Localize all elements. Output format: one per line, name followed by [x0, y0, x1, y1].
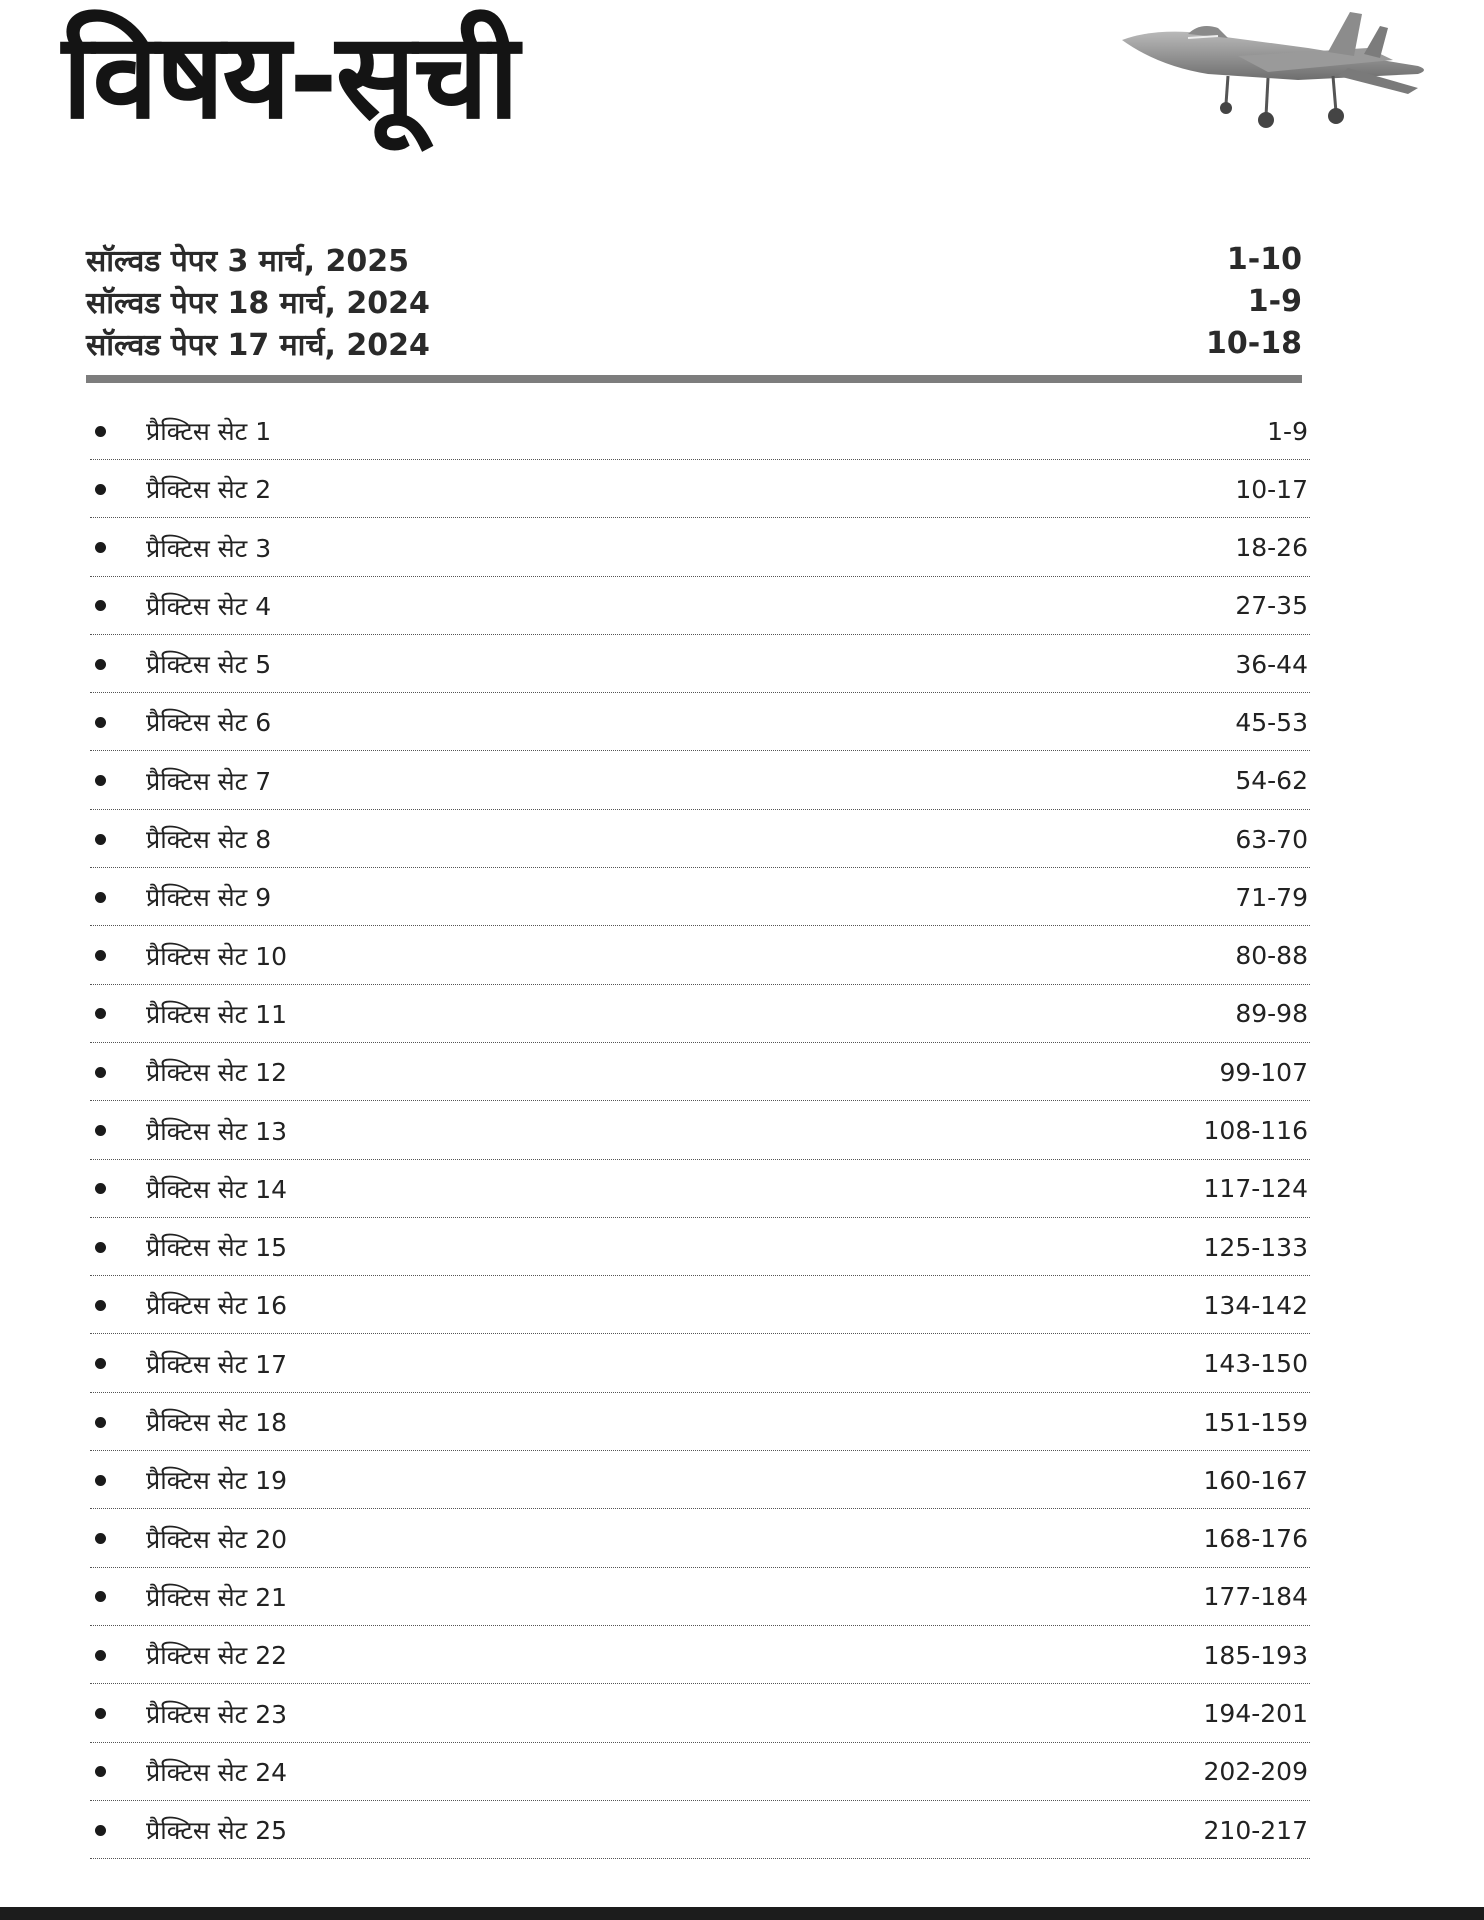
bullet-icon	[95, 1825, 106, 1836]
bullet-icon	[95, 1358, 106, 1369]
bullet-icon	[95, 1242, 106, 1253]
practice-set-label: प्रैक्टिस सेट 18	[146, 1408, 288, 1438]
practice-set-row	[90, 869, 1310, 926]
practice-set-pages: 143-150	[1203, 1349, 1308, 1379]
bullet-icon	[95, 1533, 106, 1544]
practice-set-pages: 45-53	[1235, 707, 1308, 737]
bullet-icon	[95, 717, 106, 728]
practice-set-pages: 1-9	[1267, 416, 1308, 446]
practice-set-label: प्रैक्टिस सेट 7	[146, 766, 272, 796]
bullet-icon	[95, 1417, 106, 1428]
practice-set-row	[90, 928, 1310, 985]
footer-bar	[0, 1907, 1484, 1920]
practice-set-row	[90, 520, 1310, 577]
bullet-icon	[95, 426, 106, 437]
bullet-icon	[95, 600, 106, 611]
page-title: विषय-सूची	[62, 7, 518, 145]
practice-set-label: प्रैक्टिस सेट 23	[146, 1699, 288, 1729]
practice-set-pages: 80-88	[1235, 941, 1308, 971]
practice-set-row	[90, 1219, 1310, 1276]
practice-sets-list	[90, 403, 1310, 1860]
practice-set-row	[90, 461, 1310, 518]
practice-set-row	[90, 1744, 1310, 1801]
practice-set-row	[90, 578, 1310, 635]
practice-set-pages: 108-116	[1203, 1116, 1308, 1146]
practice-set-row	[90, 1161, 1310, 1218]
solved-paper-label: सॉल्वड पेपर 17 मार्च, 2024	[86, 327, 430, 363]
practice-set-pages: 185-193	[1203, 1640, 1308, 1670]
practice-set-label: प्रैक्टिस सेट 3	[146, 533, 272, 563]
practice-set-label: प्रैक्टिस सेट 5	[146, 650, 272, 680]
practice-set-pages: 117-124	[1203, 1174, 1308, 1204]
practice-set-row	[90, 694, 1310, 751]
bullet-icon	[95, 1008, 106, 1019]
practice-set-label: प्रैक्टिस सेट 8	[146, 825, 272, 855]
section-divider	[86, 375, 1302, 383]
practice-set-row	[90, 1277, 1310, 1334]
practice-set-label: प्रैक्टिस सेट 24	[146, 1757, 288, 1787]
practice-set-label: प्रैक्टिस सेट 25	[146, 1816, 288, 1846]
bullet-icon	[95, 1300, 106, 1311]
bullet-icon	[95, 775, 106, 786]
solved-paper-label: सॉल्वड पेपर 3 मार्च, 2025	[86, 243, 409, 279]
bullet-icon	[95, 1708, 106, 1719]
practice-set-row	[90, 1336, 1310, 1393]
practice-set-row	[90, 1802, 1310, 1859]
practice-set-pages: 125-133	[1203, 1232, 1308, 1262]
practice-set-pages: 71-79	[1235, 882, 1308, 912]
solved-paper-pages: 10-18	[1206, 325, 1302, 361]
practice-set-label: प्रैक्टिस सेट 10	[146, 941, 288, 971]
bullet-icon	[95, 484, 106, 495]
practice-set-label: प्रैक्टिस सेट 22	[146, 1641, 288, 1671]
bullet-icon	[95, 892, 106, 903]
bullet-icon	[95, 950, 106, 961]
practice-set-row	[90, 811, 1310, 868]
practice-set-label: प्रैक्टिस सेट 17	[146, 1349, 288, 1379]
practice-set-label: प्रैक्टिस सेट 12	[146, 1058, 288, 1088]
bullet-icon	[95, 834, 106, 845]
solved-paper-row	[86, 238, 1302, 280]
practice-set-row	[90, 1627, 1310, 1684]
practice-set-pages: 168-176	[1203, 1524, 1308, 1554]
practice-set-pages: 54-62	[1235, 766, 1308, 796]
solved-papers-list	[86, 238, 1302, 364]
practice-set-row	[90, 403, 1310, 460]
bullet-icon	[95, 1475, 106, 1486]
practice-set-pages: 36-44	[1235, 649, 1308, 679]
practice-set-label: प्रैक्टिस सेट 15	[146, 1233, 288, 1263]
practice-set-label: प्रैक्टिस सेट 4	[146, 591, 272, 621]
bullet-icon	[95, 542, 106, 553]
practice-set-pages: 27-35	[1235, 591, 1308, 621]
practice-set-pages: 177-184	[1203, 1582, 1308, 1612]
practice-set-pages: 89-98	[1235, 999, 1308, 1029]
bullet-icon	[95, 1183, 106, 1194]
practice-set-pages: 202-209	[1203, 1757, 1308, 1787]
practice-set-pages: 160-167	[1203, 1465, 1308, 1495]
practice-set-pages: 151-159	[1203, 1407, 1308, 1437]
practice-set-row	[90, 986, 1310, 1043]
bullet-icon	[95, 1067, 106, 1078]
practice-set-row	[90, 1569, 1310, 1626]
practice-set-pages: 99-107	[1219, 1057, 1308, 1087]
practice-set-row	[90, 1511, 1310, 1568]
bullet-icon	[95, 659, 106, 670]
practice-set-pages: 10-17	[1235, 474, 1308, 504]
practice-set-label: प्रैक्टिस सेट 6	[146, 708, 272, 738]
practice-set-row	[90, 1044, 1310, 1101]
bullet-icon	[95, 1125, 106, 1136]
fighter-jet-icon	[1118, 8, 1438, 138]
bullet-icon	[95, 1650, 106, 1661]
practice-set-row	[90, 1686, 1310, 1743]
practice-set-pages: 194-201	[1203, 1699, 1308, 1729]
practice-set-pages: 134-142	[1203, 1290, 1308, 1320]
practice-set-label: प्रैक्टिस सेट 1	[146, 417, 272, 446]
practice-set-label: प्रैक्टिस सेट 16	[146, 1291, 288, 1321]
bullet-icon	[95, 1591, 106, 1602]
practice-set-label: प्रैक्टिस सेट 20	[146, 1524, 288, 1554]
practice-set-pages: 210-217	[1203, 1815, 1308, 1845]
practice-set-label: प्रैक्टिस सेट 19	[146, 1466, 288, 1496]
practice-set-label: प्रैक्टिस सेट 2	[146, 475, 272, 505]
solved-paper-row	[86, 280, 1302, 322]
solved-paper-pages: 1-9	[1247, 283, 1302, 319]
practice-set-label: प्रैक्टिस सेट 14	[146, 1174, 288, 1204]
practice-set-row	[90, 1103, 1310, 1160]
practice-set-pages: 63-70	[1235, 824, 1308, 854]
solved-paper-label: सॉल्वड पेपर 18 मार्च, 2024	[86, 285, 430, 321]
practice-set-label: प्रैक्टिस सेट 21	[146, 1582, 288, 1612]
practice-set-row	[90, 753, 1310, 810]
practice-set-row	[90, 636, 1310, 693]
practice-set-row	[90, 1452, 1310, 1509]
practice-set-label: प्रैक्टिस सेट 11	[146, 999, 288, 1029]
bullet-icon	[95, 1766, 106, 1777]
practice-set-pages: 18-26	[1235, 533, 1308, 563]
practice-set-label: प्रैक्टिस सेट 13	[146, 1116, 288, 1146]
practice-set-row	[90, 1394, 1310, 1451]
solved-paper-row	[86, 322, 1302, 364]
practice-set-label: प्रैक्टिस सेट 9	[146, 883, 272, 913]
solved-paper-pages: 1-10	[1226, 241, 1302, 277]
